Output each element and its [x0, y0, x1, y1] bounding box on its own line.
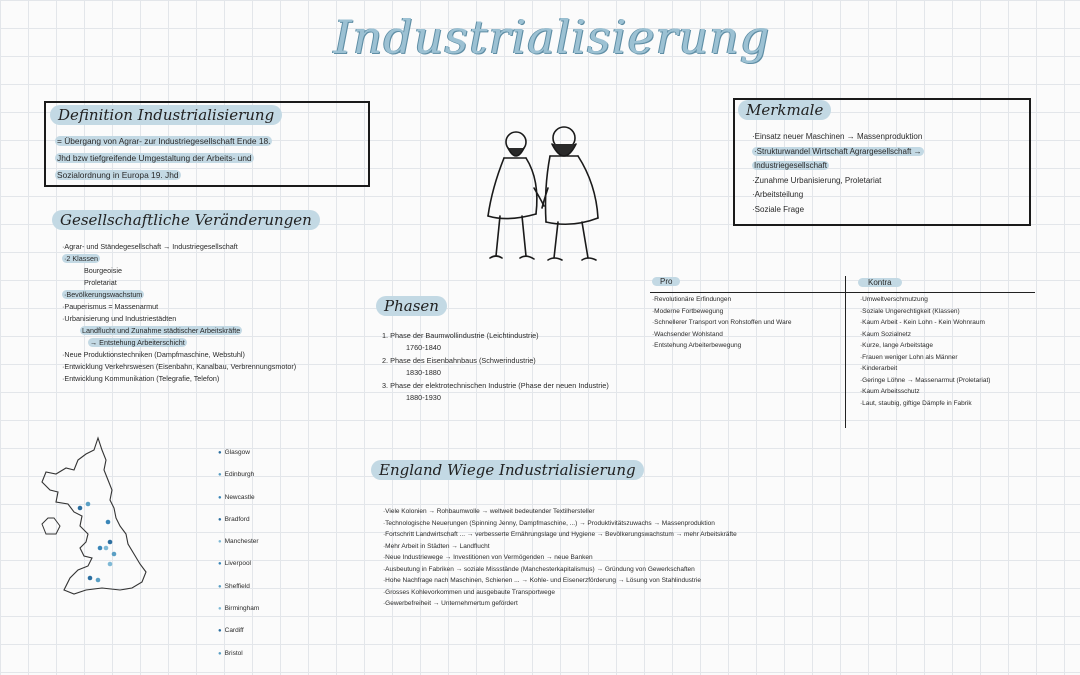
city-item: ● Bradford — [218, 509, 259, 531]
list-item: ·Fortschritt Landwirtschaft ... → verbesserte Ernährungslage und Hygiene → Bevölkerungswachstum → mehr Arbeitskräfte — [383, 531, 737, 538]
list-item: ·Ausbeutung in Fabriken → soziale Missstände (Manchesterkapitalismus) → Gründung von Gewerkschaften — [383, 565, 695, 573]
list-item: ·2 Klassen — [64, 254, 98, 263]
list-item: ·Agrar- und Ständegesellschaft → Industriegesellschaft — [62, 242, 238, 251]
gesellschaft-heading: Gesellschaftliche Veränderungen — [52, 210, 320, 230]
list-item: ·Kinderarbeit — [860, 365, 898, 372]
list-item: Industriegesellschaft — [754, 161, 827, 171]
list-item: ·Arbeitsteilung — [752, 190, 804, 200]
list-item: ·Soziale Frage — [752, 204, 805, 214]
list-item: ·Umweltverschmutzung — [860, 296, 928, 303]
list-item: ·Wachsender Wohlstand — [652, 330, 723, 338]
city-item: ● Newcastle — [218, 487, 259, 509]
phasen-heading: Phasen — [376, 296, 447, 316]
list-item: Bourgeoisie — [84, 266, 122, 275]
definition-line: Jhd bzw tiefgreifende Umgestaltung der Arbeits- und — [57, 153, 252, 163]
list-item: ·Entwicklung Verkehrswesen (Eisenbahn, Kanalbau, Verbrennungsmotor) — [62, 362, 297, 371]
great-britain-map-icon — [28, 430, 168, 620]
city-item: ● Manchester — [218, 531, 259, 553]
list-item: ·Pauperismus = Massenarmut — [62, 302, 159, 311]
list-item: ·Entstehung Arbeiterbewegung — [652, 342, 742, 349]
list-item: ·Soziale Ungerechtigkeit (Klassen) — [860, 307, 960, 315]
phasen-list — [382, 330, 609, 404]
page-title: Industrialisierung — [333, 10, 771, 64]
list-item: 1880-1930 — [406, 393, 441, 403]
list-item: ·Kaum Arbeit - Kein Lohn - Kein Wohnraum — [860, 319, 985, 326]
list-item: ·Viele Kolonien → Rohbaumwolle → weltweit bedeutender Textilhersteller — [383, 508, 595, 515]
pro-list — [652, 294, 791, 352]
kontra-label: Kontra — [858, 278, 902, 287]
list-item: ·Grosses Kohlevorkommen und ausgebaute Transportwege — [383, 588, 555, 596]
england-list — [383, 506, 737, 610]
list-item: ·Entwicklung Kommunikation (Telegrafie, Telefon) — [62, 374, 220, 383]
city-item: ● Birmingham — [218, 598, 259, 620]
city-item: ● Bristol — [218, 643, 259, 665]
list-item: ·Zunahme Urbanisierung, Proletariat — [752, 175, 882, 185]
list-item: ·Moderne Fortbewegung — [652, 307, 724, 315]
list-item: ·Laut, staubig, giftige Dämpfe in Fabrik — [860, 399, 972, 407]
list-item: ·Hohe Nachfrage nach Maschinen, Schienen ... → Kohle- und Eisenerzförderung → Lösung von Stahlindustrie — [383, 577, 701, 584]
list-item: ·Geringe Löhne → Massenarmut (Proletariat) — [860, 376, 991, 384]
pro-label: Pro — [652, 277, 680, 286]
city-item: ● Liverpool — [218, 553, 259, 575]
kontra-list — [860, 294, 990, 409]
list-item: 3. Phase der elektrotechnischen Industrie (Phase der neuen Industrie) — [382, 380, 609, 390]
marx-engels-sketch-icon — [478, 118, 608, 273]
merkmale-heading: Merkmale — [738, 100, 831, 120]
list-item: ·Strukturwandel Wirtschaft Agrargesellschaft → — [754, 146, 922, 156]
list-item: ·Einsatz neuer Maschinen → Massenproduktion — [752, 132, 923, 141]
list-item: Landflucht und Zunahme städtischer Arbeitskräfte — [82, 326, 241, 335]
definition-line: = Übergang von Agrar- zur Industriegesellschaft Ende 18. — [57, 136, 271, 146]
list-item: ·Neue Produktionstechniken (Dampfmaschine, Webstuhl) — [62, 350, 245, 359]
list-item: 1. Phase der Baumwollindustrie (Leichtindustrie) — [382, 331, 539, 340]
list-item: ·Kurze, lange Arbeitstage — [860, 342, 933, 349]
definition-heading: Definition Industrialisierung — [50, 105, 282, 125]
list-item: 1830-1880 — [406, 368, 441, 378]
list-item: → Entstehung Arbeiterschicht — [90, 338, 185, 347]
definition-line: Sozialordnung in Europa 19. Jhd — [57, 170, 179, 180]
list-item: ·Kaum Sozialnetz — [860, 330, 911, 338]
city-item: ● Glasgow — [218, 442, 259, 464]
list-item: ·Schnellerer Transport von Rohstoffen und Ware — [652, 319, 792, 326]
list-item: ·Mehr Arbeit in Städten → Landflucht — [383, 542, 490, 550]
city-item: ● Edinburgh — [218, 464, 259, 486]
list-item: ·Neue Industriewege → Investitionen von Vermögenden → neue Banken — [383, 554, 593, 561]
city-item: ● Cardiff — [218, 620, 259, 642]
definition-text — [55, 133, 365, 184]
list-item: ·Frauen weniger Lohn als Männer — [860, 353, 958, 361]
list-item: ·Gewerbefreiheit → Unternehmertum gefördert — [383, 600, 518, 607]
city-list — [218, 442, 259, 665]
city-item: ● Sheffield — [218, 576, 259, 598]
england-heading: England Wiege Industrialisierung — [371, 460, 644, 480]
list-item: Proletariat — [84, 278, 117, 287]
pro-kontra-separator — [845, 276, 846, 428]
list-item: ·Revolutionäre Erfindungen — [652, 296, 732, 303]
list-item: ·Kaum Arbeitsschutz — [860, 388, 920, 395]
list-item: ·Bevölkerungswachstum — [64, 290, 143, 299]
merkmale-list — [752, 130, 924, 218]
gesellschaft-list — [62, 241, 296, 385]
list-item: 2. Phase des Eisenbahnbaus (Schwerindustrie) — [382, 355, 536, 365]
list-item: ·Technologische Neuerungen (Spinning Jenny, Dampfmaschine, ...) → Produktivitätszuwachs → Massenproduktion — [383, 519, 715, 527]
list-item: 1760-1840 — [406, 343, 441, 353]
list-item: ·Urbanisierung und Industriestädten — [62, 314, 177, 323]
